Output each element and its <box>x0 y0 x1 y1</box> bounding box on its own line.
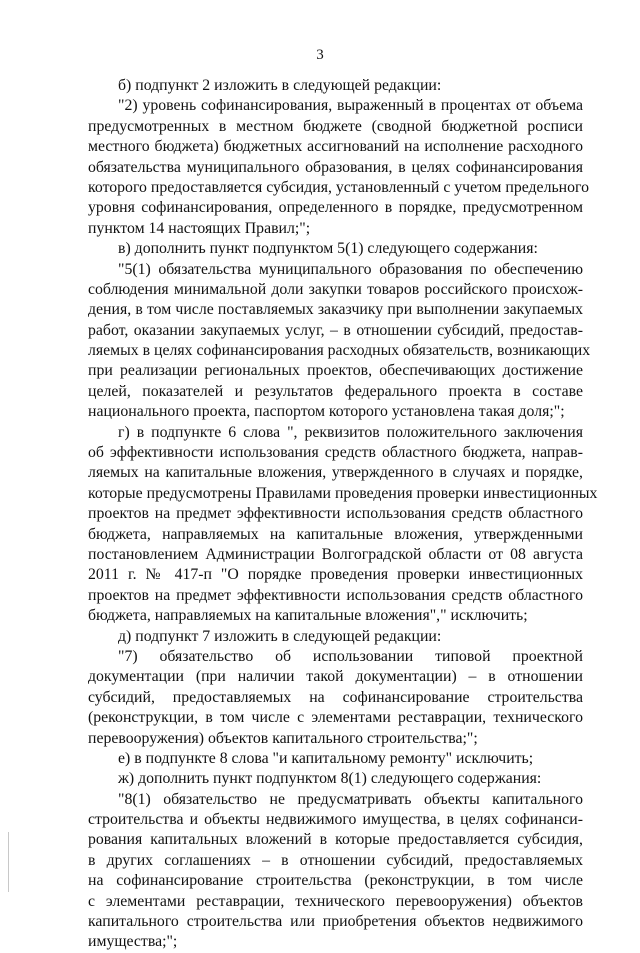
text-line: рования капитальных вложений в которые предоставляется субсидия, <box>88 831 583 849</box>
text-line: дения, в том числе поставляемых заказчику при выполнении закупаемых <box>88 301 583 319</box>
page-number: 3 <box>316 47 324 63</box>
text-line: об эффективности использования средств областного бюджета, направ- <box>88 444 583 462</box>
text-line: перевооружения) объектов капитального строительства;"; <box>88 729 478 747</box>
text-line: национального проекта, паспортом которого установлена такая доля;"; <box>88 403 565 421</box>
text-line: пунктом 14 настоящих Правил;"; <box>88 219 311 237</box>
text-line: ляемых на капитальные вложения, утвержденного в случаях и порядке, <box>88 464 583 482</box>
text-line: целей, показателей и результатов федерального проекта в составе <box>88 382 583 400</box>
text-line: работ, оказании закупаемых услуг, – в отношении субсидий, предостав- <box>88 321 583 339</box>
text-line: ляемых в целях софинансирования расходных обязательств, возникающих <box>88 342 591 360</box>
text-line: бюджета, направляемых на капитальные вложения"," исключить; <box>88 607 528 625</box>
text-line: местного бюджета) бюджетных ассигнований на исполнение расходного <box>88 138 583 156</box>
text-line: проектов на предмет эффективности использования средств областного <box>88 505 583 523</box>
text-line: в) дополнить пункт подпунктом 5(1) следующего содержания: <box>118 240 538 258</box>
text-line: строительства и объекты недвижимого имущества, в целях софинанси- <box>88 811 583 829</box>
text-line: 2011 г. № 417-п "О порядке проведения проверки инвестиционных <box>88 566 583 584</box>
text-line: имущества;"; <box>88 933 178 951</box>
text-line: в других соглашениях – в отношении субсидий, предоставляемых <box>88 851 583 869</box>
text-line: "7) обязательство об использовании типовой проектной <box>118 647 583 665</box>
text-line: с элементами реставрации, технического перевооружения) объектов <box>88 892 583 910</box>
text-line: (реконструкции, в том числе с элементами реставрации, технического <box>88 709 583 727</box>
text-line: "8(1) обязательство не предусматривать объекты капитального <box>118 790 583 808</box>
document-body <box>88 76 598 953</box>
text-line: субсидий, предоставляемых на софинансирование строительства <box>88 688 583 706</box>
text-line: г) в подпункте 6 слова ", реквизитов положительного заключения <box>118 423 583 441</box>
text-line: бюджета, направляемых на капитальные вложения, утвержденными <box>88 525 583 543</box>
text-line: уровня софинансирования, определенного в порядке, предусмотренном <box>88 199 583 217</box>
text-line: "2) уровень софинансирования, выраженный в процентах от объема <box>118 97 583 115</box>
text-line: проектов на предмет эффективности использования средств областного <box>88 586 583 604</box>
text-line: обязательства муниципального образования, в целях софинансирования <box>88 158 583 176</box>
text-line: документации (при наличии такой документации) – в отношении <box>88 668 583 686</box>
text-line: д) подпункт 7 изложить в следующей редакции: <box>118 627 442 645</box>
text-line: постановлением Администрации Волгоградской области от 08 августа <box>88 545 583 563</box>
text-line: б) подпункт 2 изложить в следующей редакции: <box>118 77 442 94</box>
text-line: на софинансирование строительства (реконструкции, в том числе <box>88 872 583 890</box>
scan-margin-mark <box>8 832 9 892</box>
text-line: "5(1) обязательства муниципального образования по обеспечению <box>118 260 583 278</box>
text-line: предусмотренных в местном бюджете (сводной бюджетной росписи <box>88 117 583 135</box>
text-line: е) в подпункте 8 слова "и капитальному ремонту" исключить; <box>118 749 534 767</box>
text-line: которого предоставляется субсидия, установленный с учетом предельного <box>88 178 589 196</box>
text-line: которые предусмотрены Правилами проведения проверки инвестиционных <box>88 484 598 502</box>
text-line: ж) дополнить пункт подпунктом 8(1) следующего содержания: <box>118 770 542 788</box>
text-line: соблюдения минимальной доли закупки товаров российского происхож- <box>88 280 583 298</box>
text-line: при реализации региональных проектов, обеспечивающих достижение <box>88 362 583 380</box>
text-line: капитального строительства или приобретения объектов недвижимого <box>88 913 583 931</box>
